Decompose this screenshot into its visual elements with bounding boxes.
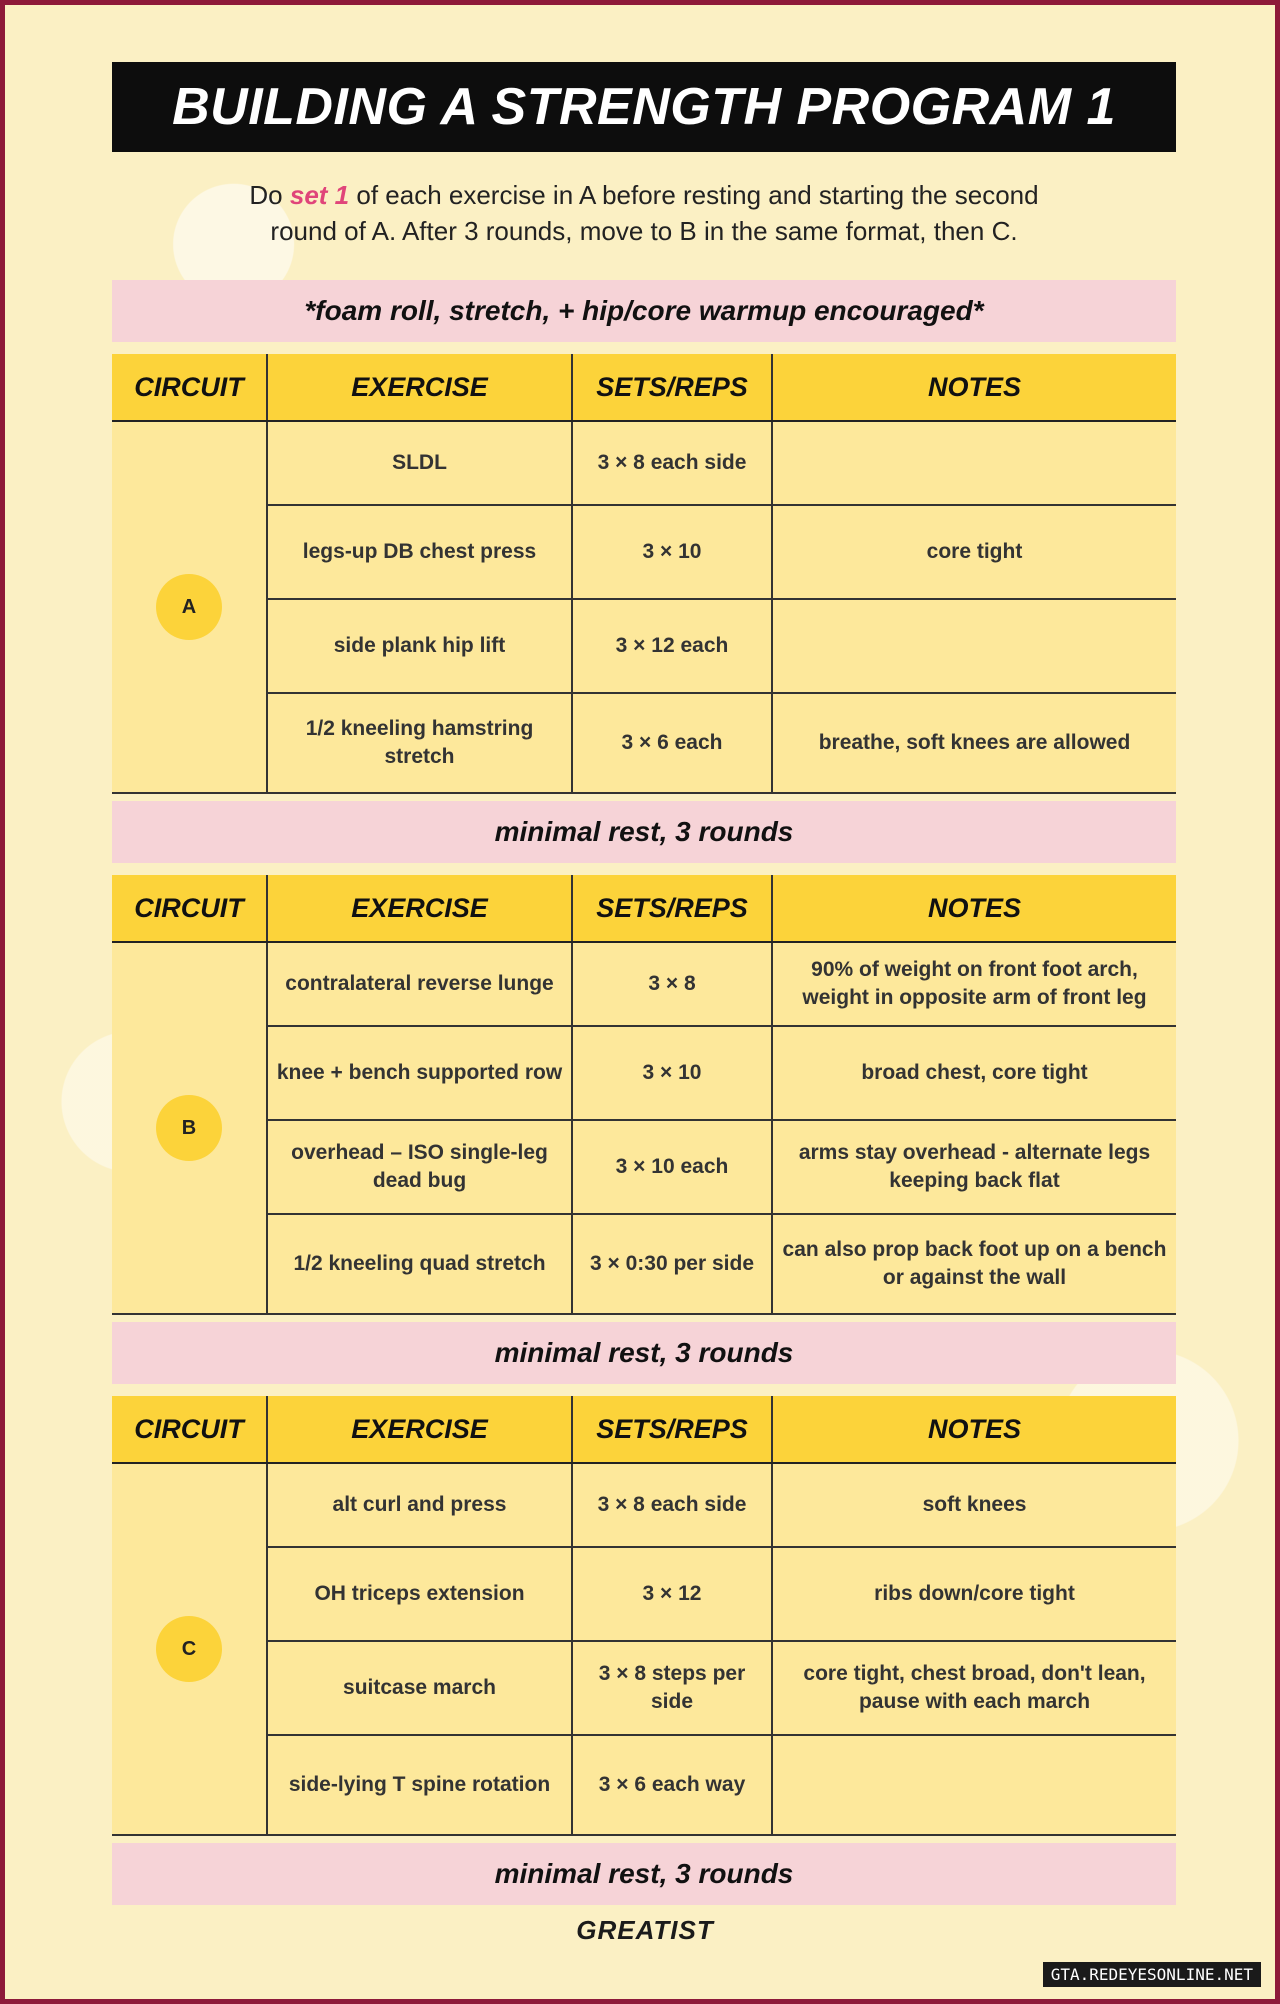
sets-cell: 3 × 8 bbox=[572, 942, 772, 1026]
header-exercise: EXERCISE bbox=[267, 354, 572, 421]
exercise-cell: OH triceps extension bbox=[267, 1547, 572, 1641]
circuit-cell bbox=[112, 1463, 267, 1835]
sets-cell: 3 × 10 each bbox=[572, 1120, 772, 1214]
header-sets: SETS/REPS bbox=[572, 875, 772, 942]
exercise-cell: side plank hip lift bbox=[267, 599, 572, 693]
circuit-b-table bbox=[112, 875, 1176, 1315]
header-sets: SETS/REPS bbox=[572, 354, 772, 421]
watermark: GTA.REDEYESONLINE.NET bbox=[1043, 1962, 1261, 1987]
header-exercise: EXERCISE bbox=[267, 1396, 572, 1463]
notes-cell: breathe, soft knees are allowed bbox=[772, 693, 1176, 793]
table-header-row bbox=[112, 1396, 1176, 1463]
table-row bbox=[112, 599, 1176, 693]
circuit-c-section bbox=[112, 1396, 1176, 1836]
notes-cell: ribs down/core tight bbox=[772, 1547, 1176, 1641]
sets-cell: 3 × 8 each side bbox=[572, 421, 772, 505]
header-notes: NOTES bbox=[772, 354, 1176, 421]
table-row bbox=[112, 1547, 1176, 1641]
rest-band-c: minimal rest, 3 rounds bbox=[112, 1843, 1176, 1905]
intro-line-1 bbox=[112, 177, 1176, 213]
table-row bbox=[112, 505, 1176, 599]
exercise-cell: 1/2 kneeling hamstring stretch bbox=[267, 693, 572, 793]
notes-cell bbox=[772, 599, 1176, 693]
sets-cell: 3 × 0:30 per side bbox=[572, 1214, 772, 1314]
circuit-cell bbox=[112, 942, 267, 1314]
intro-text bbox=[112, 177, 1176, 249]
exercise-cell: legs-up DB chest press bbox=[267, 505, 572, 599]
notes-cell: arms stay overhead - alternate legs keeping back flat bbox=[772, 1120, 1176, 1214]
notes-cell: can also prop back foot up on a bench or against the wall bbox=[772, 1214, 1176, 1314]
exercise-cell: SLDL bbox=[267, 421, 572, 505]
notes-cell: soft knees bbox=[772, 1463, 1176, 1547]
sets-cell: 3 × 8 steps per side bbox=[572, 1641, 772, 1735]
header-exercise: EXERCISE bbox=[267, 875, 572, 942]
title-bar bbox=[112, 62, 1176, 152]
page-title: BUILDING A STRENGTH PROGRAM 1 bbox=[172, 78, 1116, 136]
sets-cell: 3 × 6 each way bbox=[572, 1735, 772, 1835]
circuit-badge: C bbox=[156, 1616, 222, 1682]
notes-cell bbox=[772, 1735, 1176, 1835]
notes-cell: core tight bbox=[772, 505, 1176, 599]
sets-cell: 3 × 8 each side bbox=[572, 1463, 772, 1547]
rest-band-b: minimal rest, 3 rounds bbox=[112, 1322, 1176, 1384]
exercise-cell: alt curl and press bbox=[267, 1463, 572, 1547]
warmup-band: *foam roll, stretch, + hip/core warmup encouraged* bbox=[112, 280, 1176, 342]
circuit-badge: B bbox=[156, 1095, 222, 1161]
rest-band-a: minimal rest, 3 rounds bbox=[112, 801, 1176, 863]
notes-cell bbox=[772, 421, 1176, 505]
exercise-cell: suitcase march bbox=[267, 1641, 572, 1735]
brand-logo: GREATIST bbox=[576, 1915, 714, 1945]
header-notes: NOTES bbox=[772, 1396, 1176, 1463]
intro-before: Do bbox=[249, 180, 290, 210]
sets-cell: 3 × 12 each bbox=[572, 599, 772, 693]
notes-cell: broad chest, core tight bbox=[772, 1026, 1176, 1120]
notes-cell: 90% of weight on front foot arch, weight in opposite arm of front leg bbox=[772, 942, 1176, 1026]
table-row bbox=[112, 421, 1176, 505]
intro-highlight: set 1 bbox=[289, 180, 350, 210]
table-row bbox=[112, 1641, 1176, 1735]
notes-cell: core tight, chest broad, don't lean, pause with each march bbox=[772, 1641, 1176, 1735]
intro-line1-after: of each exercise in A before resting and starting the second bbox=[349, 180, 1039, 210]
header-notes: NOTES bbox=[772, 875, 1176, 942]
table-row bbox=[112, 942, 1176, 1026]
sets-cell: 3 × 10 bbox=[572, 505, 772, 599]
header-sets: SETS/REPS bbox=[572, 1396, 772, 1463]
exercise-cell: contralateral reverse lunge bbox=[267, 942, 572, 1026]
header-circuit: CIRCUIT bbox=[112, 875, 267, 942]
circuit-b-section bbox=[112, 875, 1176, 1315]
circuit-a-section bbox=[112, 354, 1176, 794]
intro-line-2: round of A. After 3 rounds, move to B in the same format, then C. bbox=[270, 216, 1018, 246]
circuit-a-table bbox=[112, 354, 1176, 794]
table-header-row bbox=[112, 875, 1176, 942]
table-header-row bbox=[112, 354, 1176, 421]
circuit-badge: A bbox=[156, 574, 222, 640]
table-row bbox=[112, 1120, 1176, 1214]
circuit-cell bbox=[112, 421, 267, 793]
sets-cell: 3 × 12 bbox=[572, 1547, 772, 1641]
exercise-cell: 1/2 kneeling quad stretch bbox=[267, 1214, 572, 1314]
header-circuit: CIRCUIT bbox=[112, 354, 267, 421]
exercise-cell: knee + bench supported row bbox=[267, 1026, 572, 1120]
table-row bbox=[112, 693, 1176, 793]
table-row bbox=[112, 1463, 1176, 1547]
circuit-c-table bbox=[112, 1396, 1176, 1836]
table-row bbox=[112, 1735, 1176, 1835]
header-circuit: CIRCUIT bbox=[112, 1396, 267, 1463]
table-row bbox=[112, 1026, 1176, 1120]
exercise-cell: overhead – ISO single-leg dead bug bbox=[267, 1120, 572, 1214]
sets-cell: 3 × 10 bbox=[572, 1026, 772, 1120]
exercise-cell: side-lying T spine rotation bbox=[267, 1735, 572, 1835]
table-row bbox=[112, 1214, 1176, 1314]
sets-cell: 3 × 6 each bbox=[572, 693, 772, 793]
